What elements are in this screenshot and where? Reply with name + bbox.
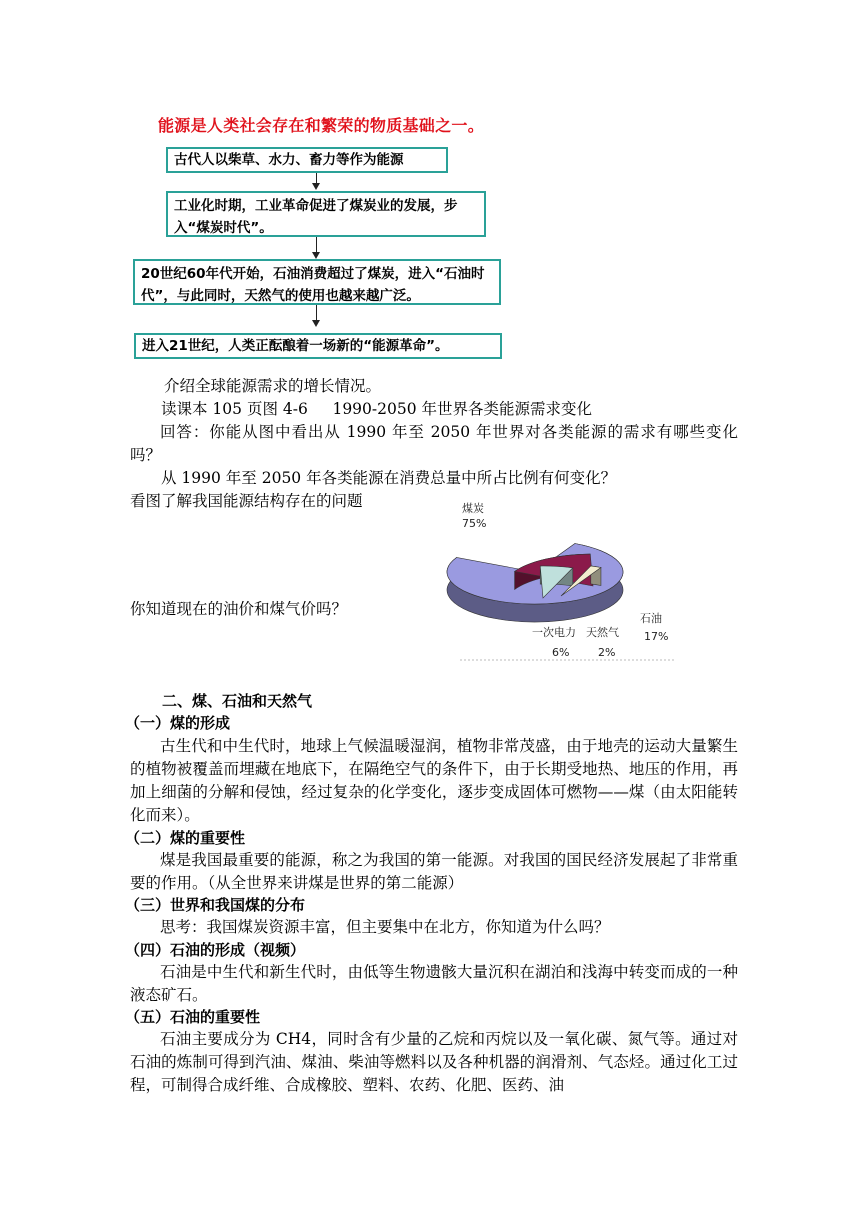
paragraph-oil-formation: 石油是中生代和新生代时，由低等生物遗骸大量沉积在湖泊和浅海中转变而成的一种液态矿石。 (130, 963, 738, 1004)
intro-line-2: 读课本 105 页图 4-6 1990-2050 年世界各类能源需求变化 (161, 400, 593, 418)
intro-line-4: 从 1990 年至 2050 年各类能源在消费总量中所占比例有何变化？ (161, 469, 617, 487)
intro-question: 回答：你能从图中看出从 1990 年至 2050 年世界对各类能源的需求有哪些变化吗？ (130, 423, 738, 464)
heading-oil-importance: （五）石油的重要性 (125, 1008, 261, 1026)
flow-arrow (316, 173, 317, 183)
heading-coal-distribution: （三）世界和我国煤的分布 (125, 896, 306, 914)
intro-line-1: 介绍全球能源需求的增长情况。 (164, 377, 382, 395)
flowchart-title: 能源是人类社会存在和繁荣的物质基础之一。 (158, 116, 485, 135)
paragraph-coal-importance: 煤是我国最重要的能源，称之为我国的第一能源。对我国的国民经济发展起了非常重要的作用。（从全世界来讲煤是世界的第二能源） (130, 851, 738, 892)
flow-arrow (316, 237, 317, 252)
flow-arrowhead (312, 183, 320, 190)
slice-label-power-name: 一次电力 (532, 626, 576, 639)
flow-box-oil-era: 20世纪60年代开始，石油消费超过了煤炭，进入“石油时代”，与此同时，天然气的使用也越来越广泛。 (133, 259, 501, 305)
energy-structure-pie-chart (440, 500, 680, 665)
paragraph-oil-importance: 石油主要成分为 CH4，同时含有少量的乙烷和丙烷以及一氧化碳、氮气等。通过对石油的炼制可得到汽油、煤油、柴油等燃料以及各种机器的润滑剂、气态烃。通过化工过程，可制得合成纤维、合成橡胶、塑料、农药、化肥、医药、油 (130, 1030, 738, 1094)
heading-oil-formation: （四）石油的形成（视频） (125, 941, 306, 959)
heading-coal-importance: （二）煤的重要性 (125, 829, 246, 847)
paragraph-coal-distribution: 思考：我国煤炭资源丰富，但主要集中在北方，你知道为什么吗？ (160, 918, 610, 936)
slice-label-gas-value: 2% (598, 646, 616, 659)
section-title: 二、煤、石油和天然气 (162, 692, 313, 710)
paragraph-coal-formation: 古生代和中生代时，地球上气候温暖湿润，植物非常茂盛，由于地壳的运动大量繁生的植物被覆盖而埋藏在地底下，在隔绝空气的条件下，由于长期受地热、地压的作用，再加上细菌的分解和侵蚀，经过复杂的化学变化，逐步变成固体可燃物——煤（由太阳能转化而来）。 (130, 737, 738, 824)
flow-box-industrial: 工业化时期，工业革命促进了煤炭业的发展，步入“煤炭时代”。 (166, 191, 486, 237)
slice-label-oil-value: 17% (644, 630, 669, 643)
intro-line-6: 你知道现在的油价和煤气价吗？ (130, 600, 348, 618)
flow-box-21st-century: 进入21世纪，人类正酝酿着一场新的“能源革命”。 (134, 333, 502, 359)
slice-label-oil-name: 石油 (640, 612, 662, 625)
slice-label-gas-name: 天然气 (586, 626, 619, 639)
heading-coal-formation: （一）煤的形成 (125, 714, 231, 732)
slice-label-coal-name: 煤炭 (462, 502, 484, 515)
flow-arrow (316, 305, 317, 320)
flow-arrowhead (312, 252, 320, 259)
flow-box-ancient: 古代人以柴草、水力、畜力等作为能源 (166, 147, 448, 173)
slice-label-coal-value: 75% (462, 517, 487, 530)
intro-line-5: 看图了解我国能源结构存在的问题 (130, 492, 363, 510)
flow-arrowhead (312, 320, 320, 327)
slice-label-power-value: 6% (552, 646, 570, 659)
